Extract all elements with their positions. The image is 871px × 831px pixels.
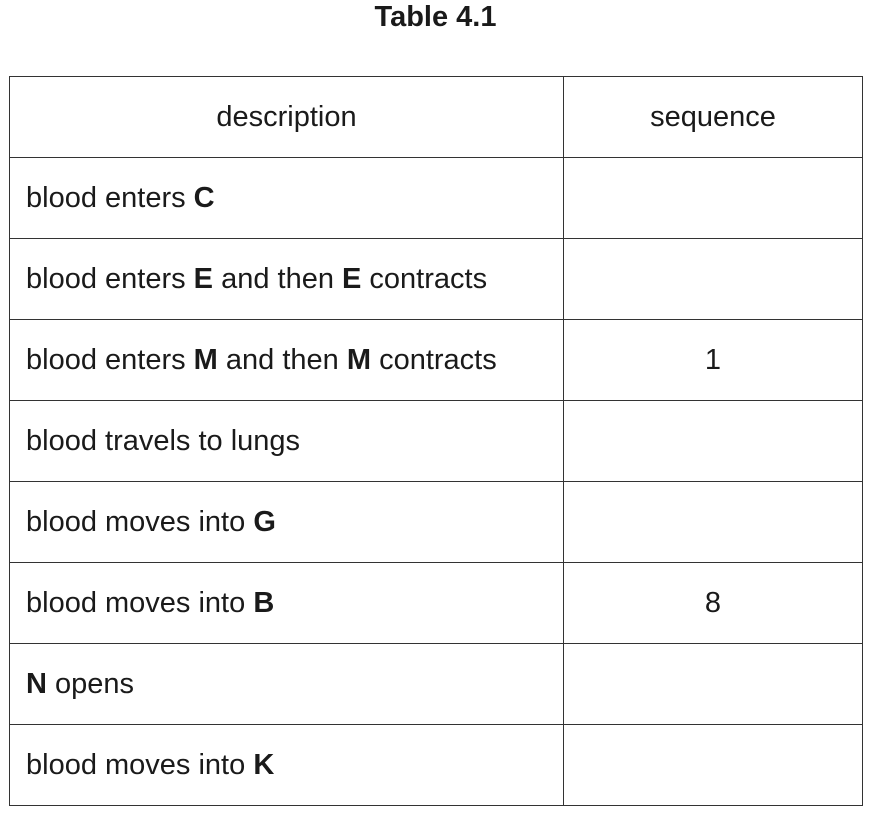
description-text: blood moves into [26,586,254,619]
table-row [10,482,863,563]
description-text: blood enters [26,262,194,295]
table-row [10,239,863,320]
table-row [10,401,863,482]
table-row [10,725,863,806]
description-text: blood enters [26,343,194,376]
description-cell [10,320,564,401]
sequence-cell: 8 [564,563,863,644]
sequence-cell [564,401,863,482]
sequence-cell [564,482,863,563]
sequence-table [9,76,863,806]
table-row [10,320,863,401]
structure-letter: K [253,748,275,781]
description-text: contracts [361,262,488,295]
description-cell [10,482,564,563]
description-text: blood moves into [26,505,254,538]
table-row [10,158,863,239]
description-text: and then [213,262,343,295]
description-text: blood moves into [26,748,254,781]
description-text: blood enters [26,181,194,214]
sequence-cell [564,239,863,320]
description-cell [10,239,564,320]
description-cell [10,401,564,482]
structure-letter: M [193,343,218,376]
description-text: and then [217,343,347,376]
description-cell [10,563,564,644]
table-row [10,644,863,725]
description-cell [10,644,564,725]
structure-letter: N [26,667,47,700]
structure-letter: E [342,262,362,295]
sequence-column-header: sequence [564,77,863,158]
description-text: blood travels to lungs [26,424,301,457]
description-cell [10,725,564,806]
description-cell [10,158,564,239]
structure-letter: G [253,505,276,538]
header-row [10,77,863,158]
structure-letter: M [346,343,372,376]
description-text: contracts [371,343,497,376]
sequence-cell [564,725,863,806]
table-row [10,563,863,644]
table-body [10,158,863,806]
structure-letter: B [253,586,275,619]
structure-letter: E [193,262,214,295]
sequence-cell [564,158,863,239]
sequence-cell [564,644,863,725]
description-text: opens [46,667,135,700]
description-column-header: description [10,77,564,158]
sequence-cell: 1 [564,320,863,401]
structure-letter: C [193,181,215,214]
table-title: Table 4.1 [374,1,497,33]
